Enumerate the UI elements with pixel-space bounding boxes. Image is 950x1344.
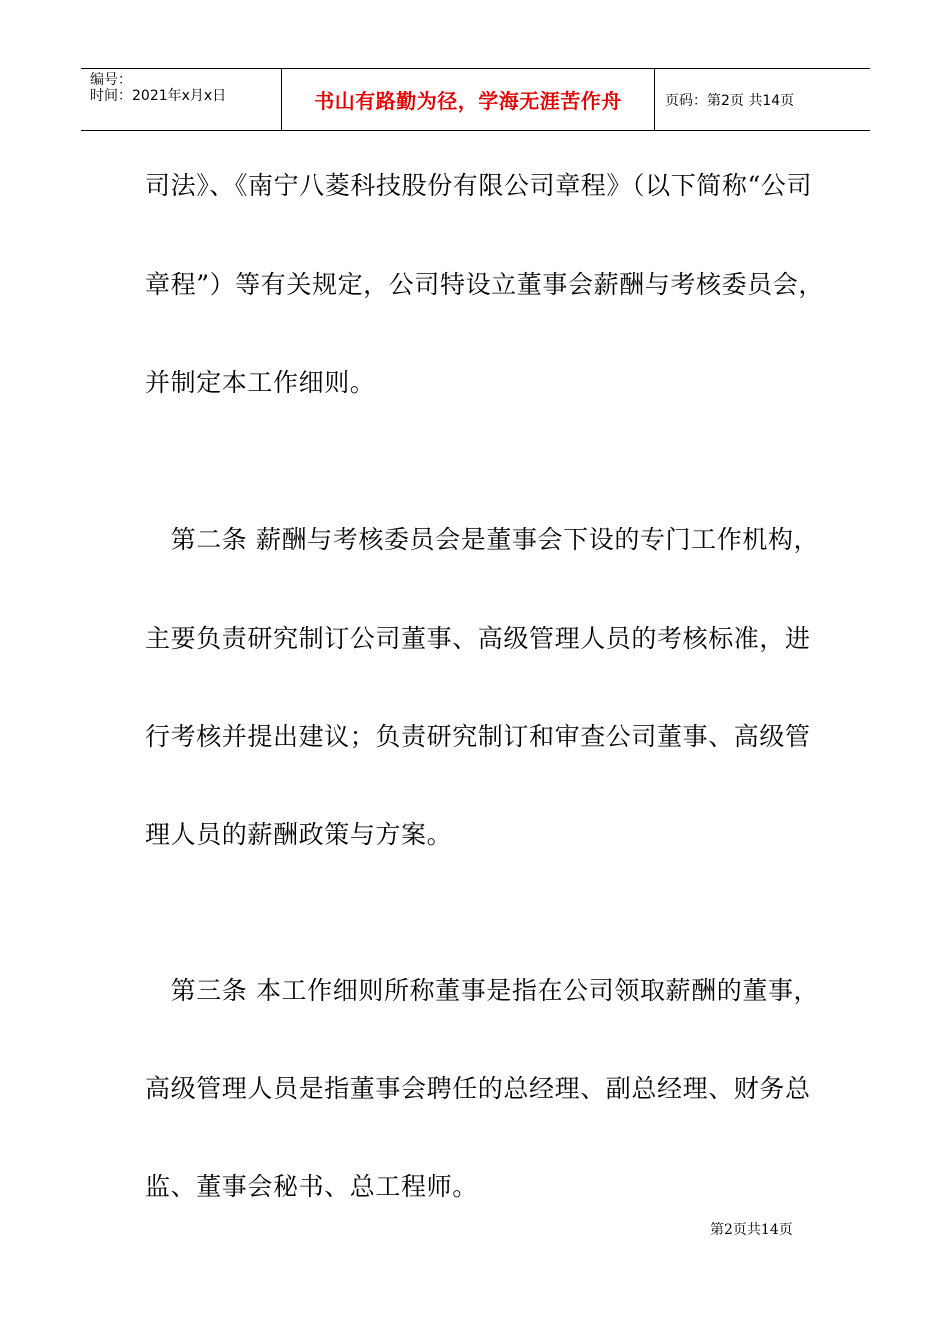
paragraph-2-line-4: 理人员的薪酬政策与方案。 bbox=[145, 820, 453, 849]
paragraph-2-line-1: 第二条 薪酬与考核委员会是董事会下设的专门工作机构， bbox=[145, 525, 820, 554]
paragraph-1-line-2: 章程”）等有关规定，公司特设立董事会薪酬与考核委员会， bbox=[145, 270, 824, 299]
paragraph-2-line-3: 行考核并提出建议；负责研究制订和审查公司董事、高级管 bbox=[145, 722, 811, 751]
page-header bbox=[81, 68, 870, 131]
document-date: 时间：2021年x月x日 bbox=[90, 88, 227, 104]
paragraph-2-line-2: 主要负责研究制订公司董事、高级管理人员的考核标准，进 bbox=[145, 624, 811, 653]
paragraph-1-line-1: 司法》、《南宁八菱科技股份有限公司章程》（以下简称“公司 bbox=[145, 171, 813, 200]
paragraph-3-line-1: 第三条 本工作细则所称董事是指在公司领取薪酬的董事， bbox=[145, 976, 820, 1005]
header-page-number: 页码：第2页 共14页 bbox=[665, 92, 795, 109]
paragraph-3-line-2: 高级管理人员是指董事会聘任的总经理、副总经理、财务总 bbox=[145, 1074, 811, 1103]
header-motto: 书山有路勤为径，学海无涯苦作舟 bbox=[282, 69, 655, 130]
paragraph-1-line-3: 并制定本工作细则。 bbox=[145, 368, 376, 397]
header-meta bbox=[81, 69, 282, 130]
footer-page-number: 第2页共14页 bbox=[710, 1222, 793, 1238]
document-number-label: 编号： bbox=[90, 72, 132, 88]
paragraph-3-line-3: 监、董事会秘书、总工程师。 bbox=[145, 1172, 478, 1201]
